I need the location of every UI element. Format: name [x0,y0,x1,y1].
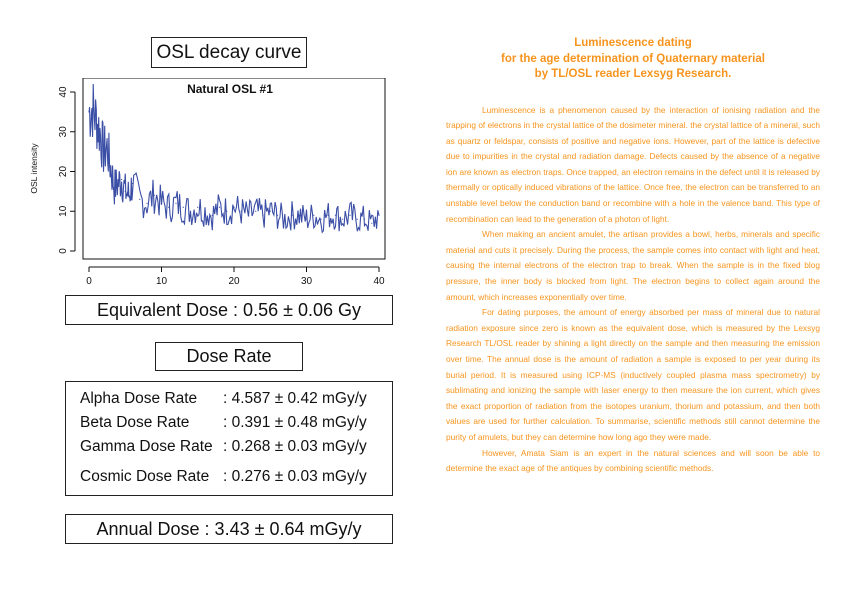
dose-rate-title-text: Dose Rate [186,346,272,366]
article-paragraph-3: For dating purposes, the amount of energy absorbed per mass of mineral due to natural radiation exposure since zero is known as the equivalent dose, which is measured by the Lexsyg Research TL/OSL reader by shining a light directly on the sample and then measuring the emission over time. The annual dose is the amount of radiation a sample is exposed to per year during its burial period. It is measured using ICP-MS (inductively coupled plasma mass spectrometry) by sublimating and ionizing the sample with laser energy to then measure the ion current, which gives the exact proportion of radiation from the isotopes uranium, thorium and potassium, and then both values are used for further calculation. To summarise, scientific methods still cannot determine the purity of amulets, but they can determine how long ago they were made. [446,307,820,442]
x-tick-label: 10 [155,276,168,287]
x-tick-label: 20 [228,276,240,287]
article-paragraph-4: However, Amata Siam is an expert in the natural sciences and will soon be able to determine the exact age of the antiques by combining scientific methods. [446,447,820,474]
dose-rate-title [155,342,303,371]
osl-data-point [364,219,365,220]
y-tick-label: 0 [58,248,69,254]
osl-data-point [132,183,133,184]
y-tick-label: 40 [58,86,69,98]
dose-rate-name: Gamma Dose Rate [80,438,213,455]
dose-rate-name: Beta Dose Rate [80,414,190,431]
x-tick-label: 0 [86,276,92,287]
article [446,36,820,477]
osl-data-point [92,107,93,108]
dose-rate-row-beta [80,414,367,432]
annual-dose-text: Annual Dose : 3.43 ± 0.64 mGy/y [96,518,362,539]
dose-rate-value: : 0.276 ± 0.03 mGy/y [223,468,367,485]
osl-data-point [212,215,213,216]
osl-data-point [226,211,227,212]
osl-data-point [110,167,111,168]
y-tick-label: 30 [58,126,69,138]
article-paragraph-1: Luminescence is a phenomenon caused by the interaction of ionising radiation and the trapping of electrons in the crystal lattice of the dosimeter mineral. the crystal lattice of a mineral, such as quartz or feldspar, consists of positive and negative ions. However, part of the lattice is defective due to impurities in the crystal and radiation damage. Defects caused by the absence of a negative ion are known as electron traps. Once trapped, an electron remains in the defect until it is released by thermally or optically induced vibrations of the lattice. Once free, the electron can be transferred to an unstable level below the conduction band or recombine with a hole in the valence band. This type of recombination can lead to the generation of a photon of light. [446,104,820,224]
dose-rate-row-cosmic [80,468,367,486]
equivalent-dose-text: Equivalent Dose : 0.56 ± 0.06 Gy [96,299,362,320]
osl-data-point [96,119,97,120]
dose-rate-name: Cosmic Dose Rate [80,468,210,485]
article-paragraph-2: When making an ancient amulet, the artisan provides a bowl, herbs, minerals and specific material and cuts it precisely. During the process, the sample comes into contact with light and heat, causing the internal electrons of the electron trap to break. When the sample is in the fixed blog pressure, the inner body is blocked from light. The electron begins to collect again around the amount, which increases exponentially over time. [446,229,820,302]
osl-data-point [335,215,336,216]
osl-data-point [128,195,129,196]
x-tick-label: 40 [373,276,385,287]
dose-rate-value: : 4.587 ± 0.42 mGy/y [223,390,367,407]
osl-data-point [103,151,104,152]
osl-data-point [107,147,108,148]
dose-rate-row-gamma [80,438,367,456]
osl-data-point [154,195,155,196]
dose-rate-name: Alpha Dose Rate [80,390,198,407]
osl-data-point [99,131,100,132]
osl-data-point [183,207,184,208]
osl-data-point [306,219,307,220]
osl-data-point [378,215,379,216]
osl-data-point [270,211,271,212]
y-tick-label: 10 [58,205,69,217]
osl-data-point [342,219,343,220]
osl-data-point [88,111,89,112]
equivalent-dose-box [65,295,393,325]
osl-decay-title-text: OSL decay curve [156,41,302,63]
osl-data-point [277,215,278,216]
osl-data-point [328,215,329,216]
chart-title: Natural OSL #1 [187,82,273,96]
osl-data-point [357,219,358,220]
osl-data-point [121,179,122,180]
osl-data-point [262,215,263,216]
osl-data-point [255,211,256,212]
osl-series-line [89,84,379,232]
osl-data-point [139,199,140,200]
osl-data-point [125,191,126,192]
x-tick-label: 30 [300,276,313,287]
osl-data-point [371,223,372,224]
osl-data-point [313,215,314,216]
osl-data-point [349,215,350,216]
dose-rate-row-alpha [80,390,367,408]
dose-rate-value: : 0.391 ± 0.48 mGy/y [223,414,367,431]
osl-data-point [190,211,191,212]
osl-data-point [204,211,205,212]
osl-data-point [117,183,118,184]
article-title: Luminescence dating for the age determination of Quaternary material by TL/OSL reader Lexsyg Research. [501,37,765,80]
osl-data-point [146,203,147,204]
y-axis-label: OSL intensity [29,143,39,194]
osl-data-point [233,207,234,208]
osl-data-point [168,207,169,208]
osl-chart [24,78,394,290]
dose-rate-value: : 0.268 ± 0.03 mGy/y [223,438,367,455]
osl-data-point [299,215,300,216]
osl-data-point [241,211,242,212]
osl-data-point [197,207,198,208]
dose-rate-table [65,381,393,496]
osl-data-point [175,203,176,204]
plot-frame [83,78,385,259]
osl-data-point [114,187,115,188]
osl-decay-title [151,37,307,68]
osl-data-point [320,219,321,220]
osl-data-point [291,215,292,216]
y-tick-label: 20 [58,165,69,178]
osl-data-point [161,203,162,204]
annual-dose-box [65,514,393,544]
osl-data-point [219,207,220,208]
osl-data-point [248,215,249,216]
osl-data-point [284,219,285,220]
chart-layer [29,78,385,287]
